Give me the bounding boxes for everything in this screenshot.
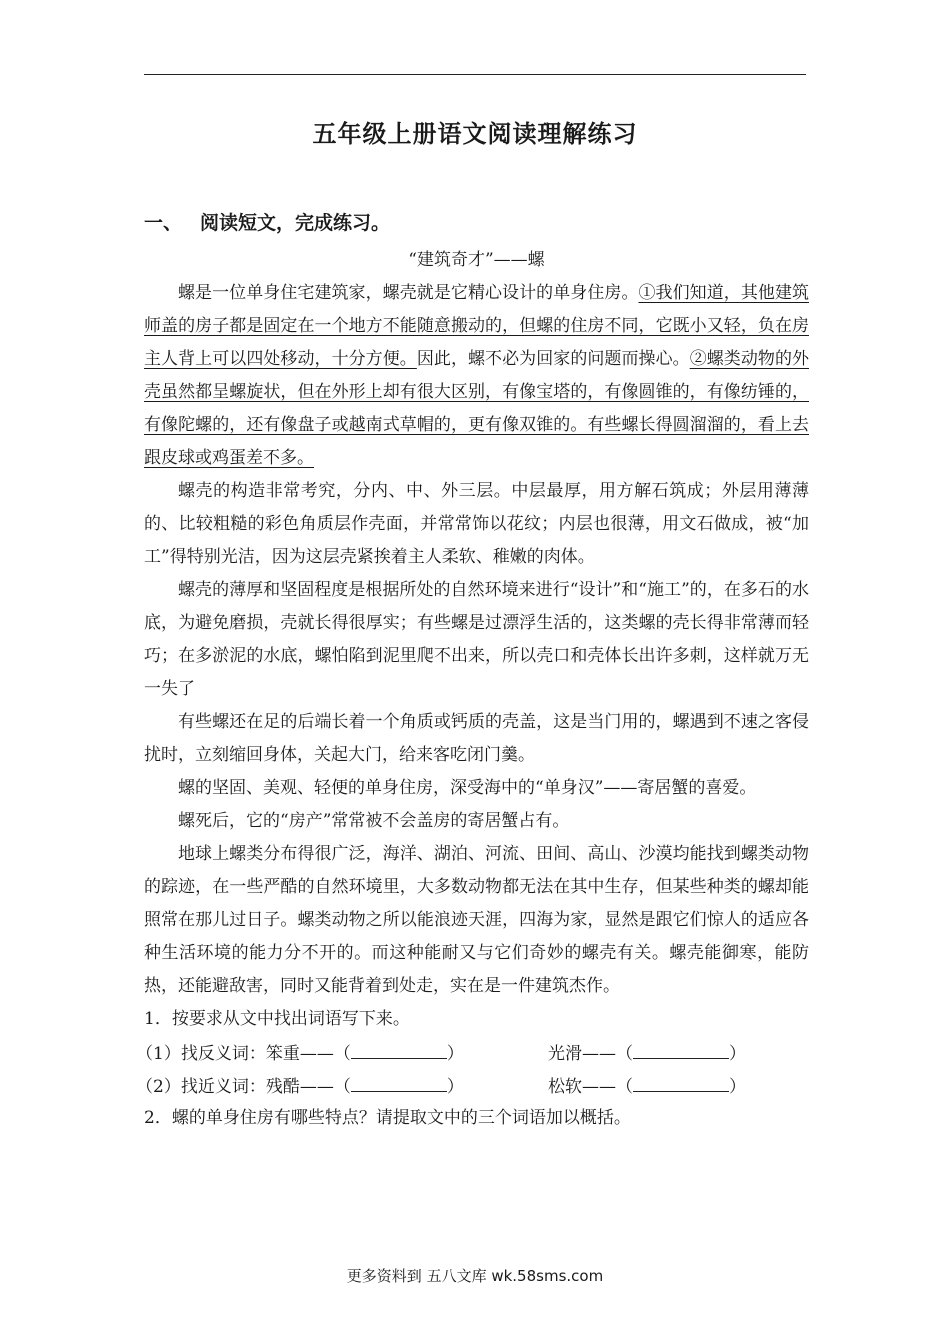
question-1-2 (136, 1069, 809, 1102)
paragraph-1 (144, 277, 809, 475)
paragraph-5: 螺的坚固、美观、轻便的单身住房，深受海中的“单身汉”——寄居蟹的喜爱。 (178, 778, 757, 798)
question-1: 1．按要求从文中找出词语写下来。 (144, 1009, 410, 1029)
close-paren: ） (446, 1077, 464, 1097)
antonym-item-2 (548, 1036, 808, 1069)
paragraph-7: 地球上螺类分布得很广泛，海洋、湖泊、河流、田间、高山、沙漠均能找到螺类动物的踪迹，在一些严酷的自然环境里，大多数动物都无法在其中生存，但某些种类的螺却能照常在那儿过日子。螺类动物之所以能浪迹天涯，四海为家，显然是跟它们惊人的适应各种生活环境的能力分不开的。而这种能耐又与它们奇妙的螺壳有关。螺壳能御寒，能防热，还能避敌害，同时又能背着到处走，实在是一件建筑杰作。 (144, 844, 809, 996)
paragraph-4: 有些螺还在足的后端长着一个角质或钙质的壳盖，这是当门用的，螺遇到不速之客侵扰时，立刻缩回身体，关起大门，给来客吃闭门羹。 (144, 712, 809, 765)
document-title: 五年级上册语文阅读理解练习 (312, 120, 638, 148)
close-paren: ） (729, 1044, 746, 1064)
answer-blank[interactable] (351, 1069, 447, 1092)
story-title: “建筑奇才”——螺 (408, 250, 545, 270)
paragraph-1-middle: 因此，螺不必为回家的问题而操心。 (416, 349, 690, 369)
answer-blank[interactable] (351, 1036, 447, 1059)
synonym-prompt-2: 松软——（ (548, 1077, 633, 1097)
underlined-sentence-2: ②螺类动物的外壳虽然都呈螺旋状，但在外形上却有很大区别，有像宝塔的，有像圆锥的，有像纺锤的，有像陀螺的，还有像盘子或越南式草帽的，更有像双锥的。有些螺长得圆溜溜的，看上去跟皮球或鸡蛋差不多。 (144, 349, 810, 468)
paragraph-6: 螺死后，它的“房产”常常被不会盖房的寄居蟹占有。 (178, 811, 570, 831)
antonym-prompt: （1）找反义词：笨重——（ (136, 1044, 351, 1064)
answer-blank[interactable] (633, 1069, 729, 1092)
section-number: 一、 (144, 212, 183, 234)
antonym-prompt-2: 光滑——（ (548, 1044, 633, 1064)
synonym-item (136, 1069, 548, 1102)
antonym-item (136, 1036, 548, 1069)
question-1-1 (136, 1036, 809, 1069)
underlined-sentence-1: ①我们知道，其他建筑师盖的房子都是固定在一个地方不能随意搬动的，但螺的住房不同，它既小又轻，负在房主人背上可以四处移动，十分方便。 (144, 283, 809, 369)
section-heading (144, 208, 390, 235)
paragraph-2: 螺壳的构造非常考究，分内、中、外三层。中层最厚，用方解石筑成；外层用薄薄的、比较粗糙的彩色角质层作壳面，并常常饰以花纹；内层也很薄，用文石做成，被“加工”得特别光洁，因为这层壳紧挨着主人柔软、稚嫩的肉体。 (144, 481, 809, 567)
question-2: 2．螺的单身住房有哪些特点？请提取文中的三个词语加以概括。 (144, 1108, 631, 1128)
answer-blank[interactable] (633, 1036, 729, 1059)
footer-note: 更多资料到 五八文库 wk.58sms.com (346, 1267, 604, 1285)
synonym-prompt: （2）找近义词：残酷——（ (136, 1077, 351, 1097)
close-paren: ） (446, 1044, 464, 1064)
paragraph-3: 螺壳的薄厚和坚固程度是根据所处的自然环境来进行“设计”和“施工”的，在多石的水底，为避免磨损，壳就长得很厚实；有些螺是过漂浮生活的，这类螺的壳长得非常薄而轻巧；在多淤泥的水底，螺怕陷到泥里爬不出来，所以壳口和壳体长出许多刺，这样就万无一失了 (144, 580, 809, 699)
reading-passage (136, 244, 810, 1135)
section-title: 阅读短文，完成练习。 (200, 212, 391, 234)
paragraph-1-intro: 螺是一位单身住宅建筑家，螺壳就是它精心设计的单身住房。 (178, 283, 639, 303)
header-rule (144, 74, 806, 75)
close-paren: ） (729, 1077, 746, 1097)
synonym-item-2 (548, 1069, 808, 1102)
